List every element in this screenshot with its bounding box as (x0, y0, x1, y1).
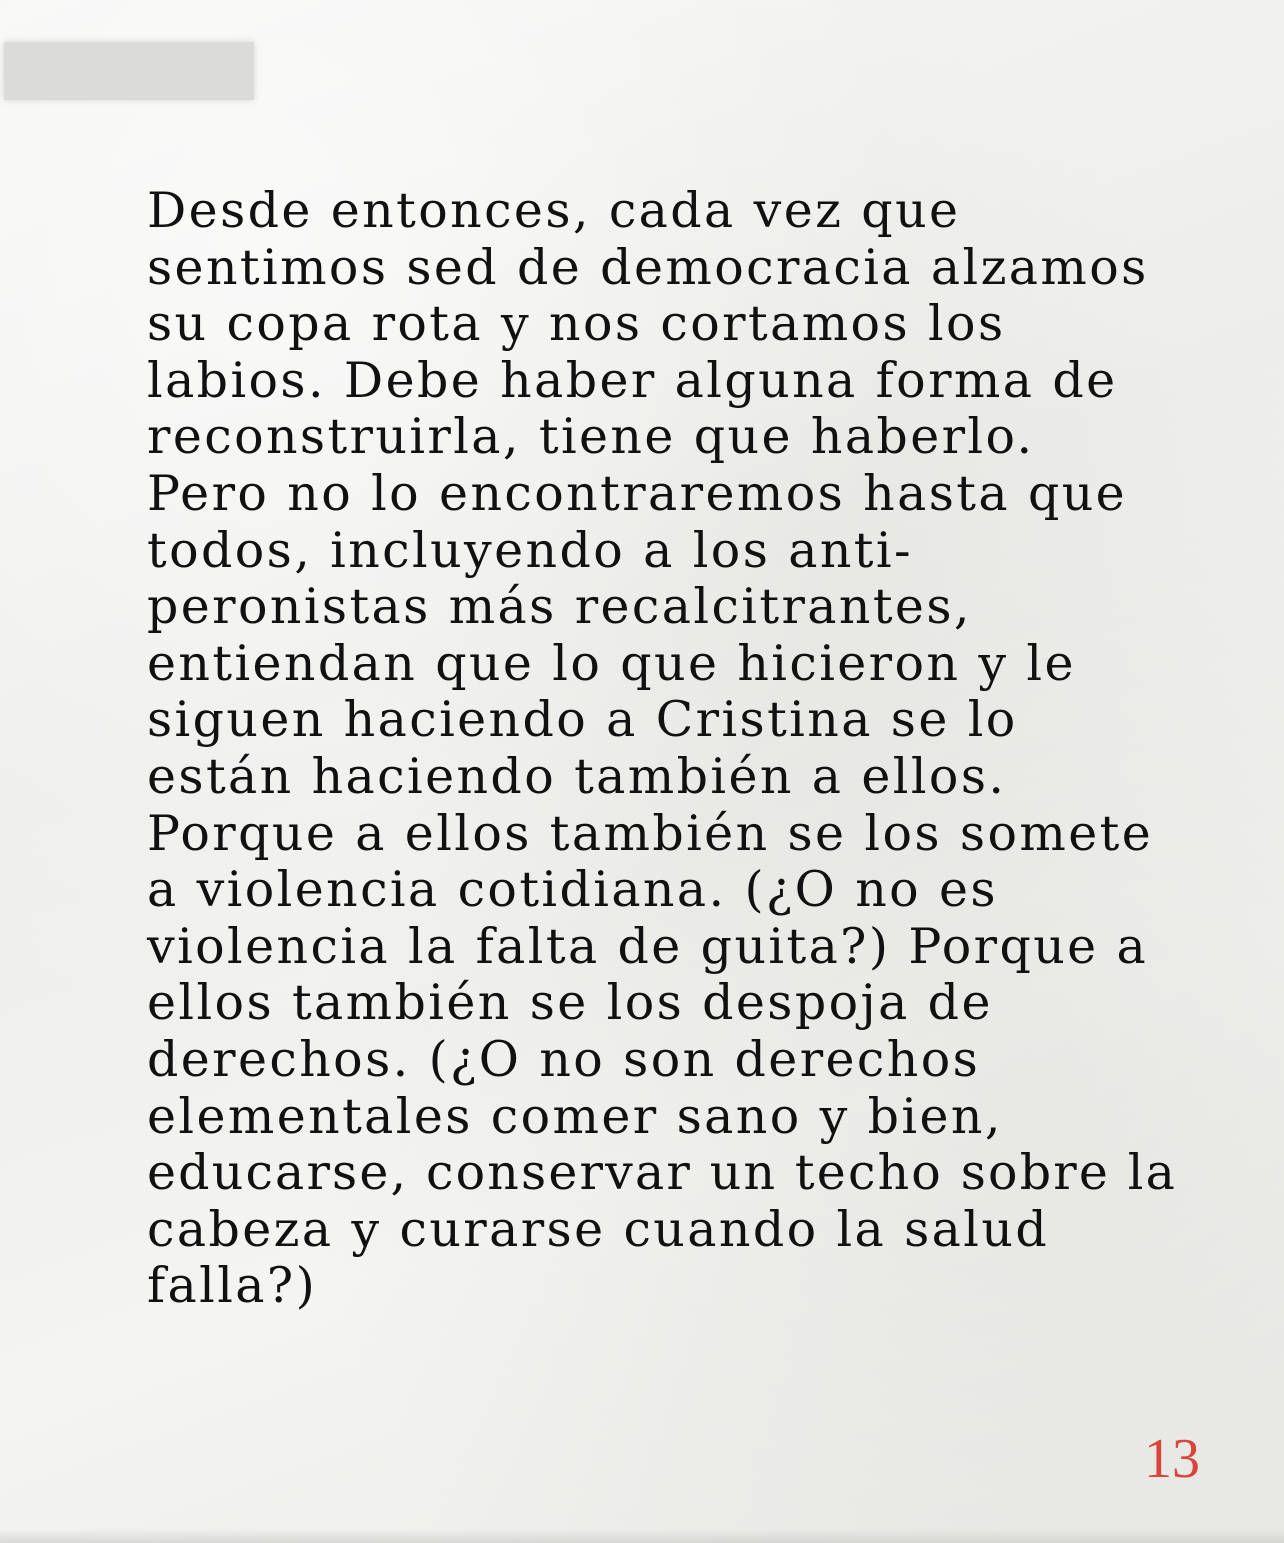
paragraph-line: violencia la falta de guita?) Porque a (147, 917, 1149, 975)
paragraph-line: sentimos sed de democracia alzamos (147, 238, 1149, 296)
paragraph-line: elementales comer sano y bien, (147, 1087, 1003, 1145)
paragraph-line: educarse, conservar un techo sobre la (147, 1144, 1177, 1202)
paragraph-line: ellos también se los despoja de (147, 974, 993, 1032)
paragraph-line: su copa rota y nos cortamos los (147, 295, 1006, 353)
paragraph-line: Desde entonces, cada vez que (147, 182, 961, 239)
paragraph-line: labios. Debe haber alguna forma de (147, 351, 1118, 409)
paragraph-line: Porque a ellos también se los somete (147, 804, 1154, 862)
paragraph-line: peronistas más recalcitrantes, (147, 578, 972, 636)
bottom-edge-shadow (0, 1529, 1284, 1543)
paragraph-line: Pero no lo encontraremos hasta que (147, 464, 1128, 522)
body-paragraph (147, 183, 1177, 1315)
paragraph-line: todos, incluyendo a los anti- (147, 521, 913, 579)
page-number: 13 (1144, 1428, 1200, 1490)
tape-strip (4, 42, 254, 100)
paragraph-line: están haciendo también a ellos. (147, 747, 1007, 805)
paragraph-line: derechos. (¿O no son derechos (147, 1030, 981, 1088)
paragraph-line: reconstruirla, tiene que haberlo. (147, 408, 1035, 466)
paragraph-line: cabeza y curarse cuando la salud (147, 1200, 1050, 1258)
paragraph-line: falla?) (147, 1257, 318, 1315)
paragraph-line: siguen haciendo a Cristina se lo (147, 691, 1018, 749)
paragraph-line: entiendan que lo que hicieron y le (147, 634, 1076, 692)
paragraph-line: a violencia cotidiana. (¿O no es (147, 861, 998, 919)
